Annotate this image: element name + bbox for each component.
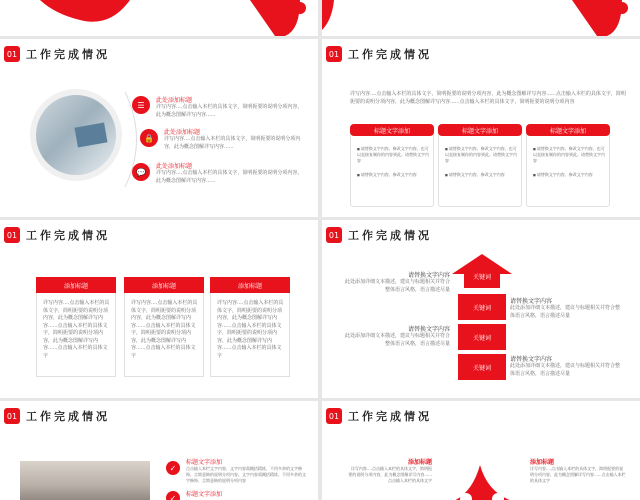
card-body: 详写内容....点击输入本栏的具体文字，简明扼要的说明分项内容，此为概念图解详写内容......点击输入本栏的具体文字，简明扼要的说明分项内容，此为概念图解详写内容......点击输入本栏的具体文字 [217, 300, 284, 359]
slide-header [326, 45, 432, 63]
slide-5[interactable] [0, 401, 318, 500]
item-title: 标题文字添加 [186, 459, 223, 466]
slide-number-badge: 01 [4, 227, 20, 243]
card-bullet: ■ 请替换文字内容，修改文字内容，也可以直接复制你的内容到此。请替换文字内容 [445, 146, 519, 164]
item-title: 请替换文字内容 [407, 272, 450, 279]
item-body: 此处添加详细文本描述，建议与标题相关并符合整体语言风格，语言描述尽量 [344, 279, 450, 293]
check-icon: ✓ [166, 461, 180, 475]
intro-text: 详写内容....点击输入本栏的具体文字，简明扼要的说明分项内容，此为概念图解详写内容......点击输入本栏的具体文字，简明扼要的说明分项内容，此为概念图解详写内容......点击输入本栏的具体文字，简明扼要的说明分项内容 [350, 91, 626, 105]
item-title: 此处添加标题 [156, 97, 193, 104]
slide-title: 工作完成情况 [26, 48, 110, 61]
content-card [210, 277, 290, 377]
item-title: 请替换文字内容 [510, 356, 553, 363]
slide-thumbnail-top-left[interactable] [0, 0, 318, 36]
item-title: 此处添加标题 [164, 129, 201, 136]
item-body: 此处添加详细文本描述，建议与标题相关并符合整体语言风格，语言描述尽量 [510, 363, 621, 377]
item-body: 详写内容....点击输入本栏的具体文字，简明扼要的说明分项内容，此为概念图解详写内容......点击输入本栏的具体文字 [348, 466, 432, 483]
slide-2[interactable] [322, 39, 640, 217]
slide-title: 工作完成情况 [348, 229, 432, 242]
keyword-label: 关键词 [472, 274, 491, 281]
card-bullet: ■ 请替换文字内容，修改文字内容 [357, 172, 431, 178]
keyword-block: 关键词 [458, 294, 506, 320]
slide-3[interactable] [0, 220, 318, 398]
item-title: 标题文字添加 [186, 491, 223, 498]
item-body: 详写内容....点击输入本栏的具体文字，简明扼要的说明分项内容，此为概念图解详写内容...... [156, 170, 303, 184]
keyword-block: 关键词 [458, 324, 506, 350]
red-decoration-shape [322, 0, 640, 36]
slide-1[interactable] [0, 39, 318, 217]
lock-icon: 🔒 [140, 129, 158, 147]
item-title: 添加标题 [407, 459, 432, 466]
slide-number-badge: 01 [326, 408, 342, 424]
slide-title: 工作完成情况 [26, 229, 110, 242]
feature-card [526, 127, 610, 207]
slide-number-badge: 01 [326, 46, 342, 62]
mountain-shape [440, 465, 530, 500]
slide-thumbnail-top-right[interactable] [322, 0, 640, 36]
card-title: 标题文字添加 [438, 124, 522, 136]
chat-icon: 💬 [132, 163, 150, 181]
feature-card [350, 127, 434, 207]
content-card [124, 277, 204, 377]
item-body: 此处添加详细文本描述，建议与标题相关并符合整体语言风格，语言描述尽量 [510, 305, 621, 319]
item-body: 详写内容....点击输入本栏的具体文字，简明扼要的说明分项内容，此为概念图解详写内容...... [156, 104, 303, 118]
item-body: 详写内容....点击输入本栏的具体文字，简明扼要的说明分项内容，此为概念图解详写内容......点击输入本栏的具体文字 [530, 466, 626, 483]
card-bullet: ■ 请替换文字内容，修改文字内容 [533, 172, 607, 178]
slide-number-badge: 01 [326, 227, 342, 243]
slide-header [326, 407, 432, 425]
card-title: 添加标题 [124, 277, 204, 293]
up-arrow-shape [452, 254, 512, 288]
card-bullet: ■ 请替换文字内容，修改文字内容，也可以直接复制你的内容到此。请替换文字内容 [357, 146, 431, 164]
slide-number-badge: 01 [4, 46, 20, 62]
slide-title: 工作完成情况 [26, 410, 110, 423]
red-decoration-shape [0, 0, 318, 36]
slide-header [4, 226, 110, 244]
item-title: 此处添加标题 [156, 163, 193, 170]
list-icon: ☰ [132, 96, 150, 114]
slide-header [326, 226, 432, 244]
card-title: 添加标题 [210, 277, 290, 293]
content-card [36, 277, 116, 377]
card-body: 详写内容....点击输入本栏的具体文字，简明扼要的说明分项内容，此为概念图解详写内容......点击输入本栏的具体文字，简明扼要的说明分项内容，此为概念图解详写内容......点击输入本栏的具体文字 [43, 300, 110, 359]
card-body: 详写内容....点击输入本栏的具体文字，简明扼要的说明分项内容，此为概念图解详写内容......点击输入本栏的具体文字，简明扼要的说明分项内容，此为概念图解详写内容......点击输入本栏的具体文字 [131, 300, 198, 359]
slide-header [4, 407, 110, 425]
card-title: 标题文字添加 [350, 124, 434, 136]
item-body: 详写内容....点击输入本栏的具体文字，简明扼要的说明分项内容，此为概念图解详写内容...... [164, 136, 301, 150]
item-body: 点击输入本栏文字内容，文字内容需概括精炼，不用多余的文字修饰，言简意赅的说明分项内容。文字内容需概括精炼，不用多余的文字修饰，言简意赅的说明分项内容 [186, 466, 306, 483]
slide-number-badge: 01 [4, 408, 20, 424]
slide-title: 工作完成情况 [348, 410, 432, 423]
check-icon: ✓ [166, 491, 180, 500]
feature-card [438, 127, 522, 207]
item-title: 请替换文字内容 [510, 298, 553, 305]
slide-title: 工作完成情况 [348, 48, 432, 61]
slide-header [4, 45, 110, 63]
slide-6[interactable] [322, 401, 640, 500]
card-bullet: ■ 请替换文字内容，修改文字内容 [445, 172, 519, 178]
card-title: 标题文字添加 [526, 124, 610, 136]
card-title: 添加标题 [36, 277, 116, 293]
item-title: 添加标题 [530, 459, 555, 466]
doctor-photo [30, 89, 122, 181]
item-body: 此处添加详细文本描述，建议与标题相关并符合整体语言风格，语言描述尽量 [344, 333, 450, 347]
item-title: 请替换文字内容 [407, 326, 450, 333]
slide-4[interactable] [322, 220, 640, 398]
keyword-block: 关键词 [458, 354, 506, 380]
medical-room-photo [20, 461, 150, 500]
card-bullet: ■ 请替换文字内容，修改文字内容，也可以直接复制你的内容到此。请替换文字内容 [533, 146, 607, 164]
